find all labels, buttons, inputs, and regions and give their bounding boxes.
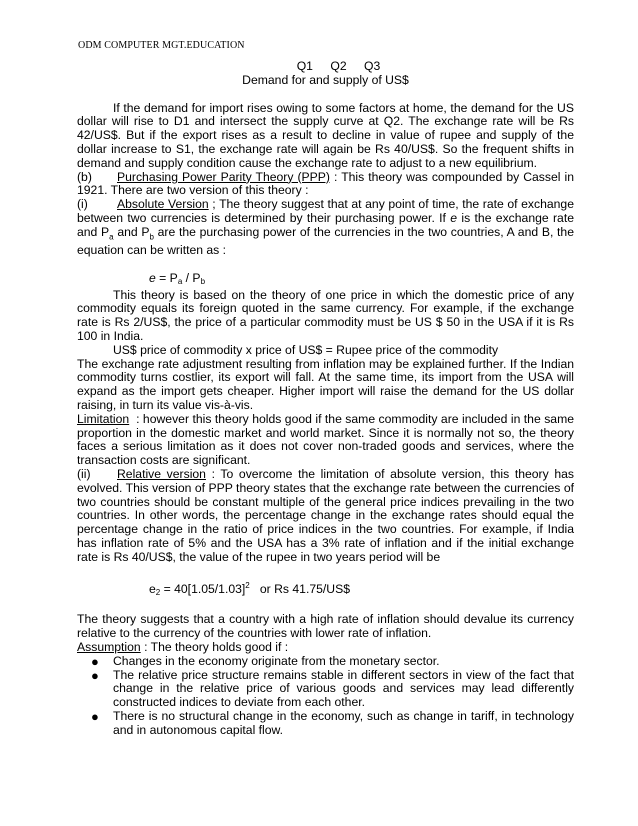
section-text: : The theory holds good if : [144, 639, 289, 654]
list-item: ● The relative price structure remains stable in different sectors in view of the fact that change in the relative price of various goods and services may lead differently constructed indices to deviate from each other. [91, 667, 574, 710]
equation-price: US$ price of commodity x price of US$ = Rupee price of the commodity [113, 342, 499, 357]
section-assumption [77, 641, 574, 655]
section-title: Limitation [77, 411, 130, 426]
section-absolute-version: (i) Absolute Version ; The theory suggest that at any point of time, the rate of exchange between two currencies is determined by their purchasing power. If e is the exchange rate and $P_a$ and $P_b$ are the purchasing power of the currencies in the two countries, A and B, the equation can be written as : [77, 197, 575, 257]
section-label: (b) [77, 169, 92, 184]
section-ppp [77, 171, 574, 199]
bullet-icon: ● [91, 653, 99, 669]
section-limitation [77, 413, 574, 468]
section-title: Purchasing Power Parity Theory (PPP) [117, 169, 330, 184]
list-item: ● There is no structural change in the economy, such as change in tariff, in technology and in autonomous capital flow. [91, 708, 574, 737]
equation-relative: $e_2 = 40[1.05/1.03]^2$ or Rs 41.75/US$ [149, 580, 350, 597]
section-text: : however this theory holds good if the same commodity are included in the same proportion in the domestic market and world market. Since it is normally not so, the theory faces a serious limitation as it does not cover non-traded goods and services, where the transaction costs are significant. [77, 411, 574, 468]
assumption-list [77, 655, 574, 738]
section-relative-version [77, 468, 574, 565]
section-text: : To overcome the limitation of absolute version, this theory has evolved. This version of PPP theory states that the exchange rate between the currencies of two countries should be constant multiple of the general price indices prevailing in the two countries. In other words, the percentage change in the exchange rates should equal the percentage change in the ratio of price indices in the two countries. For example, if India has inflation rate of 5% and the USA has a 3% rate of inflation and if the initial exchange rate is Rs 40/US$, the value of the rupee in two years period will be [77, 466, 574, 564]
document-body [77, 60, 574, 738]
paragraph-one-price: This theory is based on the theory of one price in which the domestic price of any commodity equals its foreign quoted in the same currency. For example, if the exchange rate is Rs 2/US$, the price of a particular commodity must be US $ 50 in the USA if it is Rs 100 in India. [77, 287, 574, 343]
figure-caption: Demand for and supply of US$ [242, 72, 409, 87]
variable-e: e [450, 210, 458, 225]
bullet-icon: ● [91, 708, 99, 724]
section-title: Assumption [77, 639, 141, 654]
q-label: Q2 [330, 59, 347, 73]
equation-absolute: $e = P_a / P_b$ [149, 270, 206, 286]
q-label: Q3 [364, 59, 381, 73]
paragraph-inflation: The exchange rate adjustment resulting from inflation may be explained further. If the Indian commodity turns costlier, its export will fall. At the same time, its import from the USA will expand as the import gets cheaper. Higher import will raise the demand for the US dollar raising, in turn its value vis-à-vis. [77, 356, 574, 412]
bullet-icon: ● [91, 667, 99, 683]
list-item: ● Changes in the economy originate from the monetary sector. [91, 653, 440, 669]
section-title: Absolute Version [117, 197, 209, 212]
paragraph-theory: The theory suggests that a country with a high rate of inflation should devalue its currency relative to the currency of the countries with lower rate of inflation. [77, 612, 574, 641]
section-label: (ii) [77, 466, 91, 481]
paragraph-intro: If the demand for import rises owing to some factors at home, the demand for the US dollar will rise to D1 and intersect the supply curve at Q2. The exchange rate will be Rs 42/US$. But if the export rises as a result to decline in value of rupee and supply of the dollar increase to S1, the exchange rate will again be Rs 40/US$. So the frequent shifts in demand and supply condition cause the exchange rate to adjust to a new equilibrium. [77, 100, 574, 170]
section-text: ; The theory suggest that at any point of time, the rate of exchange between two currencies is determined by their purchasing power. If [77, 197, 574, 225]
section-label: (i) [77, 197, 88, 212]
section-title: Relative version [117, 466, 206, 481]
q-label: Q1 [296, 59, 313, 73]
section-text: : This theory was compounded by Cassel in 1921. There are two version of this theory : [77, 169, 574, 198]
figure-q-labels [77, 60, 574, 74]
page-header: ODM COMPUTER MGT.EDUCATION [78, 40, 245, 51]
